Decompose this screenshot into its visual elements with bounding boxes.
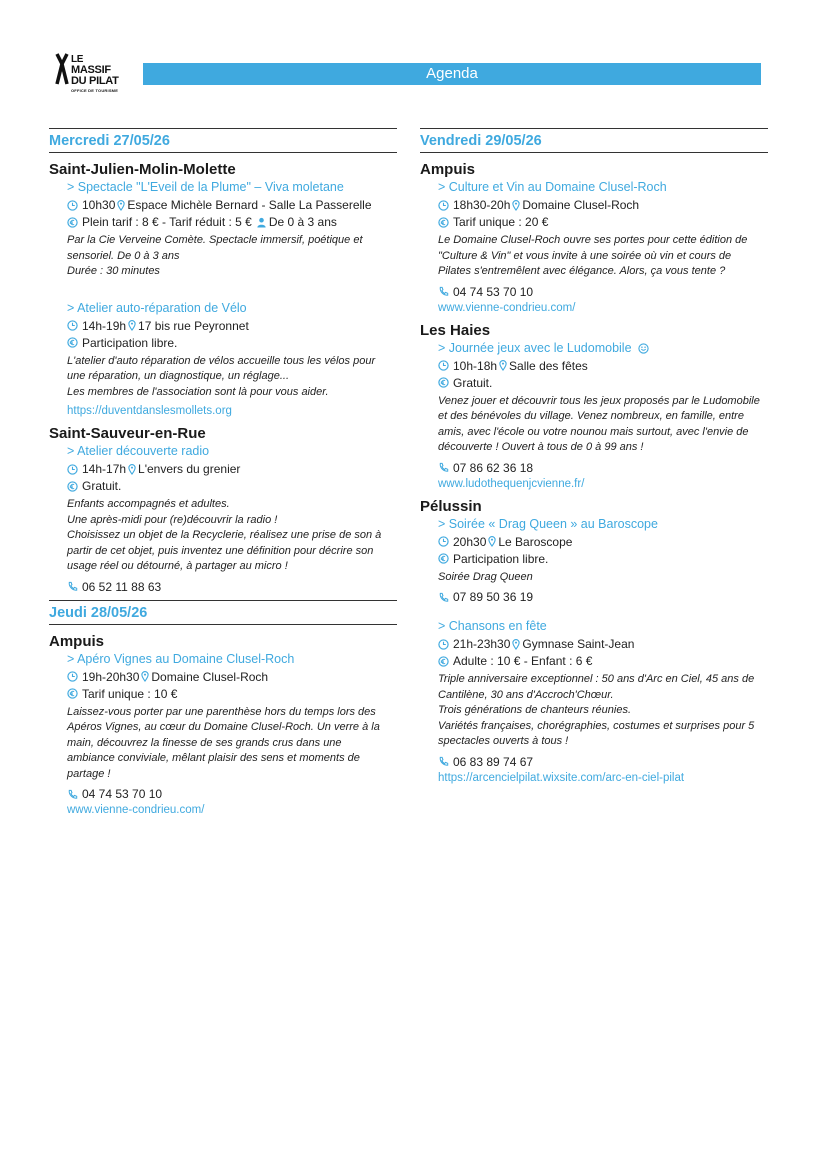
event-description: L'atelier d'auto réparation de vélos accueille tous les vélos pour une réparation, un diagnostique, un réglage... Les membres de l'association sont là pour vous aider. xyxy=(67,354,376,398)
phone-icon xyxy=(67,789,78,800)
event-time-place xyxy=(438,198,760,212)
event-title[interactable]: > Atelier découverte radio xyxy=(67,444,210,458)
event xyxy=(438,517,760,605)
event-time-place xyxy=(438,359,760,373)
event-phone-line xyxy=(67,787,389,801)
location-pin-icon xyxy=(117,200,125,211)
event-website-link[interactable]: https://arcencielpilat.wixsite.com/arc-en-ciel-pilat xyxy=(438,771,685,784)
location-pin-icon xyxy=(512,639,520,650)
phone-icon xyxy=(67,581,78,592)
event-phone[interactable]: 07 86 62 36 18 xyxy=(453,460,534,475)
event-time: 14h-17h xyxy=(82,462,127,476)
event-time-place xyxy=(438,535,760,549)
logo-text-du-pilat: DU PILAT xyxy=(71,75,119,87)
event-time: 10h30 xyxy=(82,198,116,212)
event-title[interactable]: > Culture et Vin au Domaine Clusel-Roch xyxy=(438,180,667,194)
event-phone[interactable]: 07 89 50 36 19 xyxy=(453,590,534,604)
euro-icon xyxy=(438,656,449,667)
massif-du-pilat-logo xyxy=(55,52,125,96)
event-price-line xyxy=(438,552,760,566)
event-time-place xyxy=(67,198,389,212)
event-place: 17 bis rue Peyronnet xyxy=(138,318,249,333)
event-description: Triple anniversaire exceptionnel : 50 ans d'Arc en Ciel, 45 ans de Cantilène, 30 ans d'Accroch'Chœur. Trois générations de chanteurs réunies. Variétés françaises, chorégraphies, costumes et surprises pour 5 spectacles ouverts à tous ! xyxy=(438,673,755,747)
event-price-line xyxy=(438,376,760,390)
event-time: 10h-18h xyxy=(453,358,498,373)
event-title[interactable]: > Atelier auto-réparation de Vélo xyxy=(67,300,247,315)
logo-text-massif: MASSIF xyxy=(71,64,111,76)
event-website-link[interactable]: www.vienne-condrieu.com/ xyxy=(438,301,576,314)
event-time: 20h30 xyxy=(453,534,487,549)
euro-icon xyxy=(67,688,78,699)
event-price-line xyxy=(67,336,389,350)
clock-icon xyxy=(438,639,449,650)
phone-icon xyxy=(438,286,449,297)
event-price: Gratuit. xyxy=(453,375,493,390)
town-heading: Saint-Sauveur-en-Rue xyxy=(49,425,206,442)
location-pin-icon xyxy=(128,464,136,475)
event-title[interactable]: > Journée jeux avec le Ludomobile xyxy=(438,340,632,355)
event-description: Laissez-vous porter par une parenthèse hors du temps lors des Apéros Vignes, au cœur du Domaine Clusel-Roch. Un verre à la main, découvrez la finesse de ses grands crus dans une ambiance conviviale, mêlant plaisir des sens et moments de partage ! xyxy=(67,705,380,780)
event-place: Domaine Clusel-Roch xyxy=(151,669,269,684)
event-website-link[interactable]: www.vienne-condrieu.com/ xyxy=(67,804,205,816)
event-description: Par la Cie Verveine Comète. Spectacle immersif, poétique et sensoriel. De 0 à 3 ans Durée : 30 minutes xyxy=(67,234,363,277)
event xyxy=(438,341,760,490)
day-heading: Jeudi 28/05/26 xyxy=(49,600,397,625)
event-place: Le Baroscope xyxy=(498,534,573,549)
location-pin-icon xyxy=(499,360,507,371)
event-phone[interactable]: 04 74 53 70 10 xyxy=(82,787,163,801)
clock-icon xyxy=(67,464,78,475)
event-phone-line xyxy=(438,755,760,769)
clock-icon xyxy=(67,200,78,211)
event-price: Participation libre. xyxy=(82,335,178,350)
event-title[interactable]: > Spectacle "L'Eveil de la Plume" – Viva moletane xyxy=(67,180,344,194)
event-title[interactable]: > Apéro Vignes au Domaine Clusel-Roch xyxy=(67,651,295,666)
event-price: Gratuit. xyxy=(82,479,122,493)
event-price-line xyxy=(438,654,760,668)
event-time: 19h-20h30 xyxy=(82,669,140,684)
day-heading: Mercredi 27/05/26 xyxy=(49,128,397,153)
event-phone-line xyxy=(438,461,760,475)
town-heading: Pélussin xyxy=(420,497,482,515)
event-price-line xyxy=(67,479,389,493)
clock-icon xyxy=(438,536,449,547)
event-price-line xyxy=(67,215,389,229)
euro-icon xyxy=(438,377,449,388)
euro-icon xyxy=(67,217,78,228)
event xyxy=(67,301,389,418)
town-heading: Ampuis xyxy=(420,161,476,178)
left-column xyxy=(49,128,389,819)
event-place: Salle des fêtes xyxy=(509,358,588,373)
euro-icon xyxy=(67,481,78,492)
event-title[interactable]: > Chansons en fête xyxy=(438,619,547,633)
event-place: L'envers du grenier xyxy=(138,462,241,476)
event-place: Domaine Clusel-Roch xyxy=(522,198,640,212)
day-heading: Vendredi 29/05/26 xyxy=(420,128,768,153)
event-phone-line xyxy=(67,580,389,594)
event-price-line xyxy=(67,687,389,701)
logo-tagline: OFFICE DE TOURISME xyxy=(71,88,119,93)
agenda-header-banner: Agenda xyxy=(143,63,761,85)
event-time: 18h30-20h xyxy=(453,198,511,212)
clock-icon xyxy=(67,320,78,331)
event xyxy=(67,180,389,280)
phone-icon xyxy=(438,592,449,603)
clock-icon xyxy=(438,360,449,371)
event-price: Adulte : 10 € - Enfant : 6 € xyxy=(453,654,593,668)
town-heading: Les Haies xyxy=(420,321,491,339)
clock-icon xyxy=(67,671,78,682)
event-website-link[interactable]: www.ludothequenjcvienne.fr/ xyxy=(438,477,585,490)
event-phone-line xyxy=(438,590,760,604)
event-phone[interactable]: 06 83 89 74 67 xyxy=(453,754,534,769)
event-price: Plein tarif : 8 € - Tarif réduit : 5 € xyxy=(82,215,252,229)
event-phone[interactable]: 04 74 53 70 10 xyxy=(453,284,534,299)
event-time-place xyxy=(67,319,389,333)
town-heading: Saint-Julien-Molin-Molette xyxy=(49,161,236,178)
event-time-place xyxy=(67,462,389,476)
event-description: Soirée Drag Queen xyxy=(438,570,533,583)
event xyxy=(67,652,389,817)
town-heading: Ampuis xyxy=(49,632,105,650)
event-place: Gymnase Saint-Jean xyxy=(522,637,635,651)
right-column xyxy=(420,128,760,787)
event-time-place xyxy=(67,670,389,684)
event-phone[interactable]: 06 52 11 88 63 xyxy=(82,579,162,594)
event-time-place xyxy=(438,637,760,651)
event-phone-line xyxy=(438,285,760,299)
euro-icon xyxy=(438,553,449,564)
person-icon xyxy=(256,217,267,228)
phone-icon xyxy=(438,462,449,473)
event-website-link[interactable]: https://duventdanslesmollets.org xyxy=(67,405,232,417)
event-title[interactable]: > Soirée « Drag Queen » au Baroscope xyxy=(438,516,658,531)
clock-icon xyxy=(438,200,449,211)
euro-icon xyxy=(438,217,449,228)
event-description: Venez jouer et découvrir tous les jeux proposés par le Ludomobile et des bénévoles du village. Venez nombreux, en famille, entre amis, avec l'école ou votre nounou mais surtout, avec l'envie de découverte ! Ouvert à tous de 0 à 99 ans ! xyxy=(438,394,760,453)
event-description: Le Domaine Clusel-Roch ouvre ses portes pour cette édition de "Culture & Vin" et vous invite à une soirée où vin et cours de Pilates s'entremêlent avec élégance. Alors, ça vous tente ? xyxy=(438,234,748,277)
event-price-line xyxy=(438,215,760,229)
event-price: Tarif unique : 20 € xyxy=(453,215,549,229)
event-price: Tarif unique : 10 € xyxy=(82,686,178,701)
euro-icon xyxy=(67,337,78,348)
phone-icon xyxy=(438,756,449,767)
location-pin-icon xyxy=(488,536,496,547)
ludomobile-icon xyxy=(638,343,649,354)
event-time: 21h-23h30 xyxy=(453,637,511,651)
event xyxy=(438,619,760,784)
event-price: Participation libre. xyxy=(453,551,549,566)
location-pin-icon xyxy=(141,671,149,682)
event-age: De 0 à 3 ans xyxy=(268,215,337,229)
location-pin-icon xyxy=(128,320,136,331)
logo-text-le: LE xyxy=(71,54,84,65)
event xyxy=(438,180,760,314)
logo-mark-icon xyxy=(55,52,69,86)
event-place: Espace Michèle Bernard - Salle La Passerelle xyxy=(127,198,372,212)
event xyxy=(67,444,389,594)
event-time: 14h-19h xyxy=(82,318,127,333)
location-pin-icon xyxy=(512,200,520,211)
event-description: Enfants accompagnés et adultes. Une après-midi pour (re)découvrir la radio ! Choisissez un objet de la Recyclerie, réalisez une prise de son à partir de cet objet, puis inventez une définition pour décrire son usage réel ou détourné, à partager au micro ! xyxy=(67,498,382,572)
event-title-line xyxy=(438,341,760,355)
